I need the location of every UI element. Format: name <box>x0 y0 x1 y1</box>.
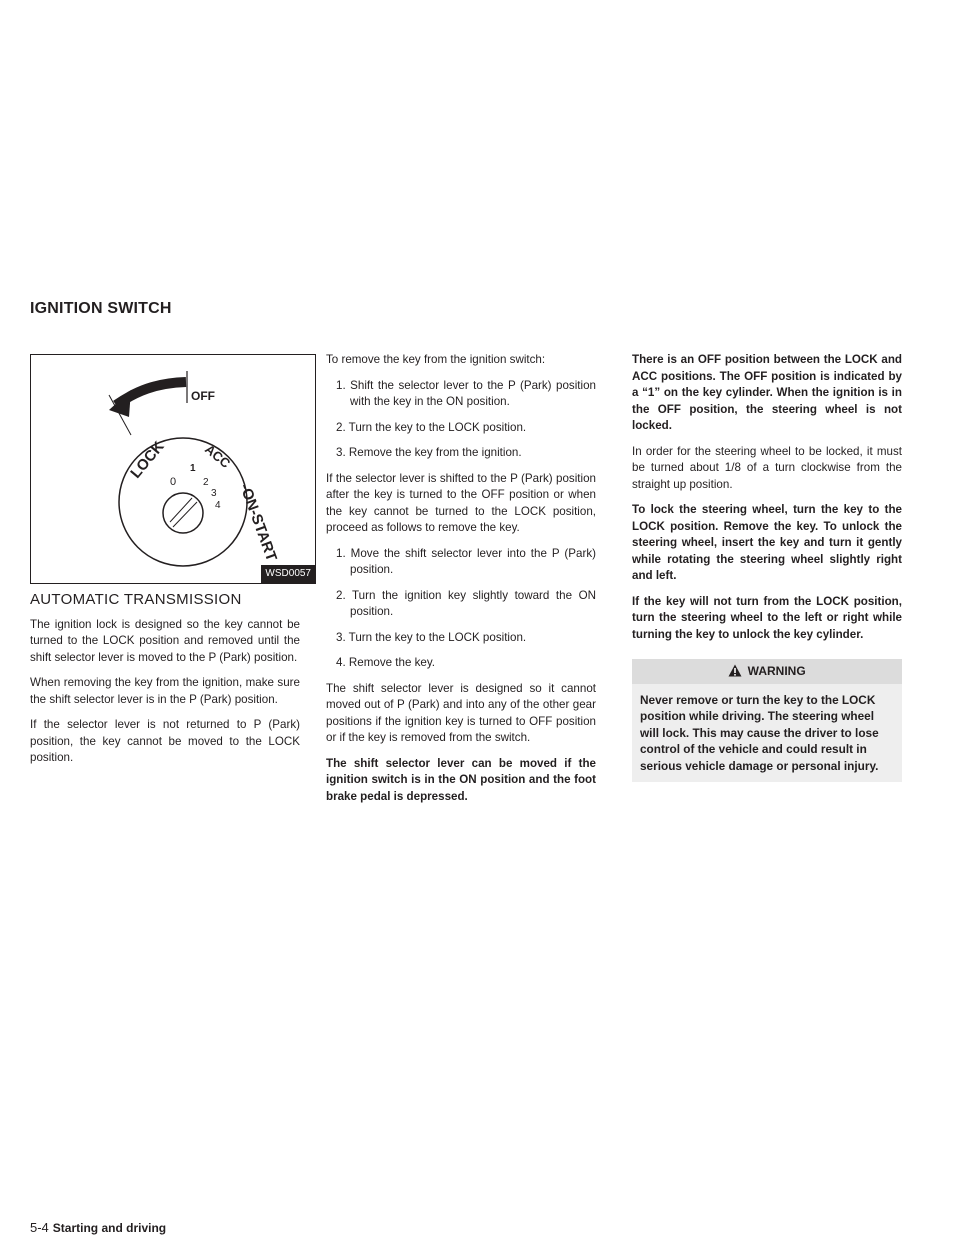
pos-1-label: 1 <box>190 463 196 474</box>
column-1 <box>30 354 311 776</box>
paragraph: When removing the key from the ignition, make sure the shift selector lever is in the P (Park) position. <box>30 676 300 706</box>
paragraph-bold: There is an OFF position between the LOCK and ACC positions. The OFF position is indicated by a “1” on the key cylinder. When the ignition is in the OFF position, the steering wheel is not locked. <box>632 353 902 432</box>
page-footer <box>30 1220 166 1235</box>
list-item: 3. Turn the key to the LOCK position. <box>336 630 527 644</box>
lock-label: LOCK <box>127 438 168 482</box>
warning-text: Never remove or turn the key to the LOCK position while driving. The steering wheel will lock. This may cause the driver to lose control of the vehicle and could result in serious vehicle damage or personal injury. <box>632 684 902 783</box>
ignition-switch-illustration <box>31 355 317 585</box>
warning-icon <box>728 664 742 677</box>
paragraph: If the selector lever is shifted to the P (Park) position after the key is turned to the OFF position or when the key cannot be turned to the LOCK position, proceed as follows to remove the key. <box>326 471 596 534</box>
off-label: OFF <box>191 389 215 403</box>
figure-id: WSD0057 <box>261 565 315 584</box>
pos-0-label: 0 <box>170 476 177 488</box>
paragraph: In order for the steering wheel to be locked, it must be turned about 1/8 of a turn clockwise from the straight up position. <box>632 444 902 491</box>
page-title: IGNITION SWITCH <box>30 300 172 317</box>
page-number: 5-4 <box>30 1220 49 1235</box>
paragraph-bold: To lock the steering wheel, turn the key to the LOCK position. Remove the key. To unlock the steering wheel, insert the key and turn it gently while rotating the steering wheel slightly right and left. <box>632 503 902 582</box>
warning-title: WARNING <box>747 664 806 678</box>
list-item: 1. Move the shift selector lever into the P (Park) position. <box>336 546 596 576</box>
paragraph: The ignition lock is designed so the key cannot be turned to the LOCK position and removed until the shift selector lever is moved to the P (Park) position. <box>30 617 300 664</box>
acc-label: ACC <box>202 441 234 472</box>
on-start-label: -ON-START <box>236 481 281 564</box>
paragraph: To remove the key from the ignition switch: <box>326 353 546 366</box>
list-item: 1. Shift the selector lever to the P (Park) position with the key in the ON position. <box>336 378 596 408</box>
pos-2-label: 2 <box>203 477 209 488</box>
column-2 <box>326 354 596 814</box>
pos-4-label: 4 <box>215 500 221 511</box>
paragraph: The shift selector lever is designed so it cannot moved out of P (Park) and into any of the other gear positions if the ignition key is turned to OFF position or if the key is removed from the switch. <box>326 681 596 744</box>
list-item: 4. Remove the key. <box>336 656 436 669</box>
warning-header <box>632 659 902 684</box>
list-item: 2. Turn the key to the LOCK position. <box>336 420 527 434</box>
column-3 <box>632 354 902 782</box>
list-item: 3. Remove the key from the ignition. <box>336 446 522 459</box>
pos-3-label: 3 <box>211 488 217 499</box>
footer-section-title: Starting and driving <box>52 1221 167 1235</box>
list-item: 2. Turn the ignition key slightly toward the ON position. <box>336 588 596 618</box>
automatic-transmission-heading: AUTOMATIC TRANSMISSION <box>30 591 242 608</box>
paragraph-bold: The shift selector lever can be moved if the ignition switch is in the ON position and the foot brake pedal is depressed. <box>326 756 596 803</box>
ignition-switch-figure <box>30 354 316 584</box>
paragraph-bold: If the key will not turn from the LOCK position, turn the steering wheel to the left or right while turning the key to unlock the key cylinder. <box>632 594 902 641</box>
paragraph: If the selector lever is not returned to P (Park) position, the key cannot be moved to the LOCK position. <box>30 718 300 764</box>
